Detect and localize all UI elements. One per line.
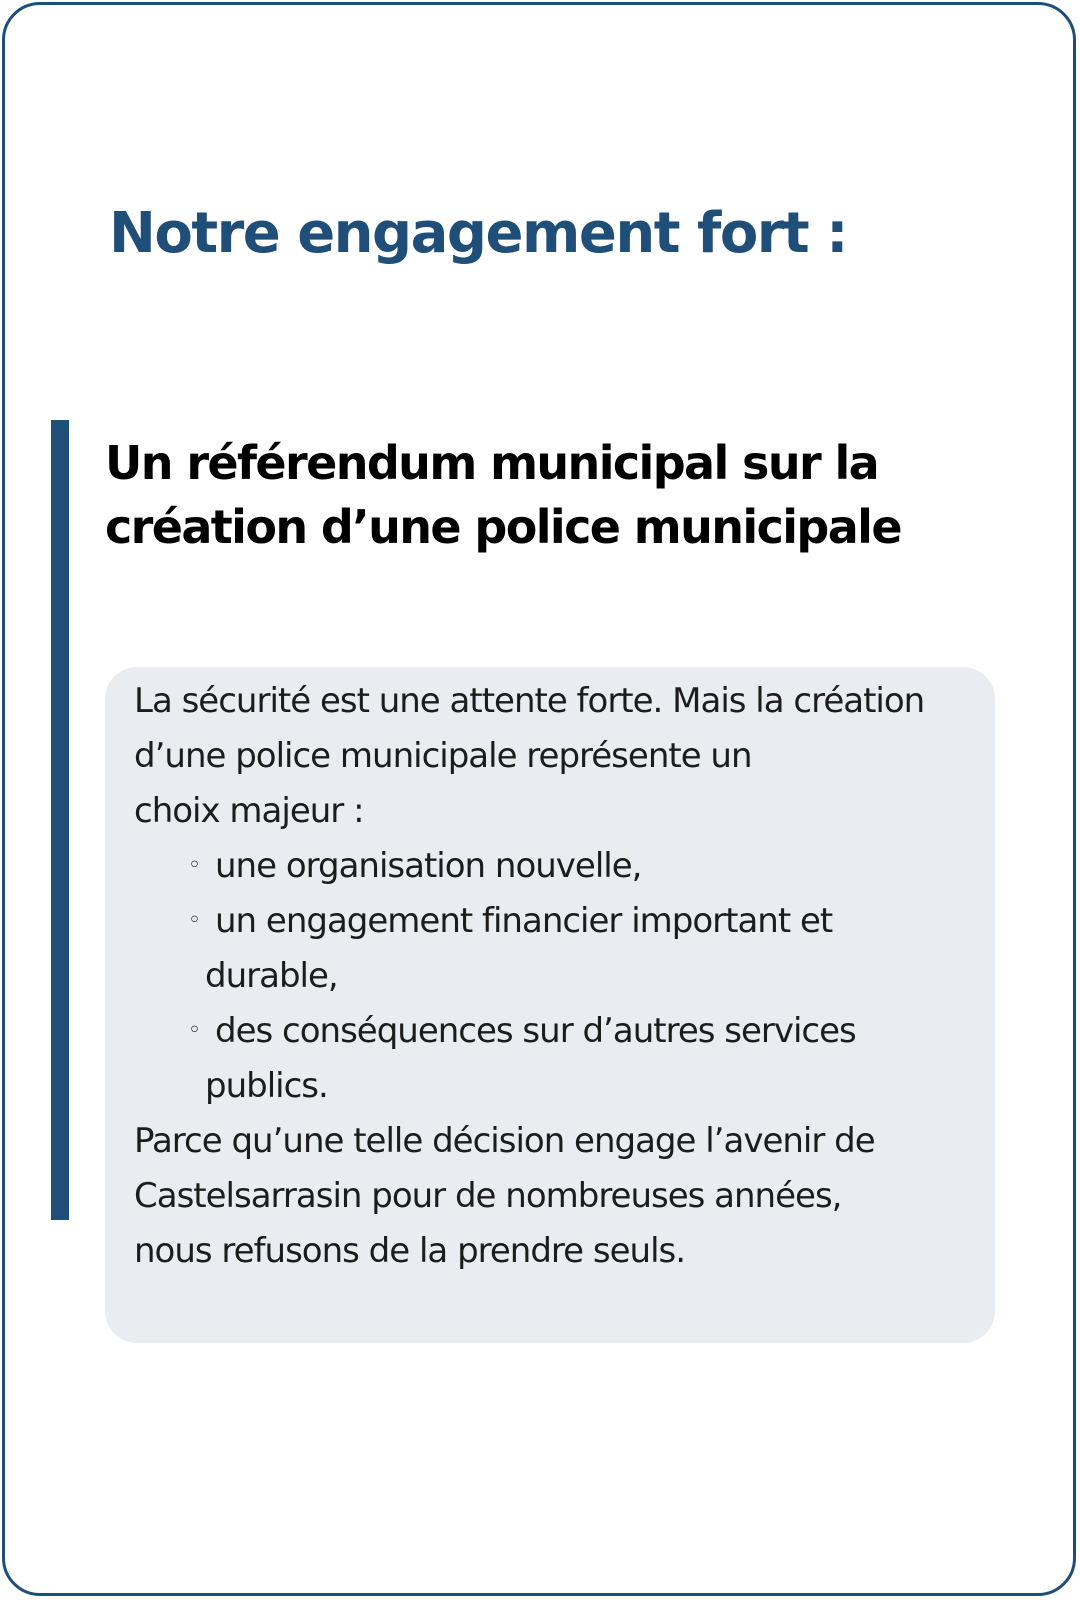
list-item: [105, 1011, 995, 1051]
page-title: Notre engagement fort :: [109, 201, 848, 266]
conclusion-line-1: Parce qu’une telle décision engage l’avenir de: [134, 1121, 875, 1161]
subtitle-line-2: création d’une police municipale: [105, 500, 901, 554]
conclusion-line-3: nous refusons de la prendre seuls.: [134, 1231, 686, 1271]
bullet-circle-icon: ◦: [188, 853, 201, 878]
list-item: [105, 901, 995, 941]
bullet-circle-icon: ◦: [188, 1018, 201, 1043]
info-box: [105, 667, 995, 1343]
bullet-continuation: durable,: [205, 956, 338, 996]
intro-line-3: choix majeur :: [134, 791, 364, 831]
bullet-text: un engagement financier important et: [215, 901, 833, 941]
subtitle-line-1: Un référendum municipal sur la: [105, 436, 879, 490]
conclusion-line-2: Castelsarrasin pour de nombreuses années,: [134, 1176, 842, 1216]
accent-bar: [51, 420, 69, 1220]
intro-line-1: La sécurité est une attente forte. Mais la création: [134, 681, 925, 721]
bullet-circle-icon: ◦: [188, 908, 201, 933]
bullet-text: une organisation nouvelle,: [215, 846, 642, 886]
intro-line-2: d’une police municipale représente un: [134, 736, 752, 776]
list-item: [105, 846, 995, 886]
bullet-continuation: publics.: [205, 1066, 328, 1106]
section-subtitle: [105, 431, 901, 559]
card-frame: [2, 2, 1076, 1596]
bullet-text: des conséquences sur d’autres services: [215, 1011, 856, 1051]
